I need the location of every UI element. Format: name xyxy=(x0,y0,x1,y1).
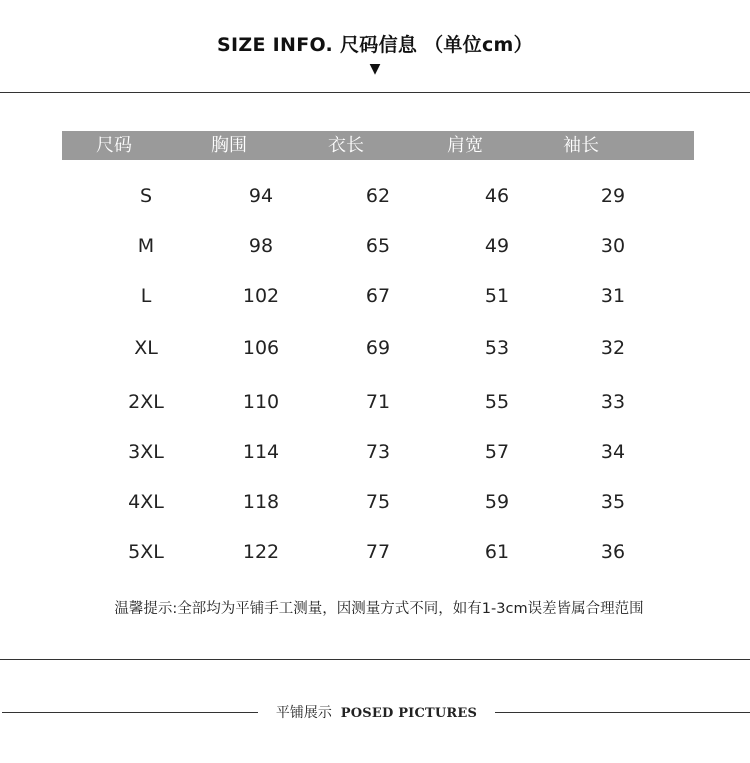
table-row xyxy=(62,487,694,517)
column-header-chest: 胸围 xyxy=(211,135,247,156)
cell-size: XL xyxy=(134,337,158,359)
table-row xyxy=(62,231,694,261)
cell-length: 77 xyxy=(365,541,391,563)
top-divider xyxy=(0,92,750,93)
cell-length: 75 xyxy=(365,491,391,513)
cell-sleeve: 31 xyxy=(600,285,626,307)
cell-length: 69 xyxy=(365,337,391,359)
table-row xyxy=(62,281,694,311)
table-row xyxy=(62,333,694,363)
cell-size: S xyxy=(139,185,153,207)
cell-length: 71 xyxy=(365,391,391,413)
cell-length: 62 xyxy=(365,185,391,207)
cell-length: 73 xyxy=(365,441,391,463)
cell-chest: 118 xyxy=(242,491,280,513)
cell-size: 5XL xyxy=(128,541,164,563)
footer-divider-left xyxy=(2,712,258,713)
table-row xyxy=(62,181,694,211)
column-header-shoulder: 肩宽 xyxy=(447,135,483,156)
posed-pictures-en: POSED PICTURES xyxy=(340,706,478,721)
cell-sleeve: 34 xyxy=(600,441,626,463)
cell-size: M xyxy=(137,235,155,257)
cell-sleeve: 30 xyxy=(600,235,626,257)
cell-size: 3XL xyxy=(128,441,164,463)
cell-shoulder: 49 xyxy=(484,235,510,257)
cell-shoulder: 59 xyxy=(484,491,510,513)
cell-size: L xyxy=(140,285,152,307)
cell-shoulder: 61 xyxy=(484,541,510,563)
cell-chest: 98 xyxy=(248,235,274,257)
measurement-note: 温馨提示:全部均为平铺手工测量，因测量方式不同，如有1-3cm误差皆属合理范围 xyxy=(114,601,644,617)
table-header-row xyxy=(62,131,694,160)
cell-chest: 94 xyxy=(248,185,274,207)
cell-shoulder: 55 xyxy=(484,391,510,413)
cell-shoulder: 51 xyxy=(484,285,510,307)
cell-chest: 102 xyxy=(242,285,280,307)
cell-size: 4XL xyxy=(128,491,164,513)
cell-chest: 114 xyxy=(242,441,280,463)
column-header-length: 衣长 xyxy=(328,135,364,156)
footer-divider-right xyxy=(495,712,750,713)
size-info-title: SIZE INFO. 尺码信息 （单位cm） xyxy=(217,34,533,56)
cell-sleeve: 36 xyxy=(600,541,626,563)
posed-pictures-cn: 平铺展示 xyxy=(275,705,332,721)
cell-size: 2XL xyxy=(128,391,164,413)
cell-sleeve: 29 xyxy=(600,185,626,207)
cell-chest: 122 xyxy=(242,541,280,563)
cell-length: 67 xyxy=(365,285,391,307)
table-row xyxy=(62,437,694,467)
cell-shoulder: 57 xyxy=(484,441,510,463)
cell-chest: 110 xyxy=(242,391,280,413)
middle-divider xyxy=(0,659,750,660)
column-header-size: 尺码 xyxy=(96,135,132,156)
table-row xyxy=(62,537,694,567)
down-triangle-icon: ▼ xyxy=(369,61,381,77)
cell-sleeve: 32 xyxy=(600,337,626,359)
cell-shoulder: 53 xyxy=(484,337,510,359)
posed-pictures-heading xyxy=(258,703,495,724)
cell-chest: 106 xyxy=(242,337,280,359)
cell-shoulder: 46 xyxy=(484,185,510,207)
table-row xyxy=(62,387,694,417)
cell-sleeve: 33 xyxy=(600,391,626,413)
cell-sleeve: 35 xyxy=(600,491,626,513)
column-header-sleeve: 袖长 xyxy=(563,135,599,156)
cell-length: 65 xyxy=(365,235,391,257)
